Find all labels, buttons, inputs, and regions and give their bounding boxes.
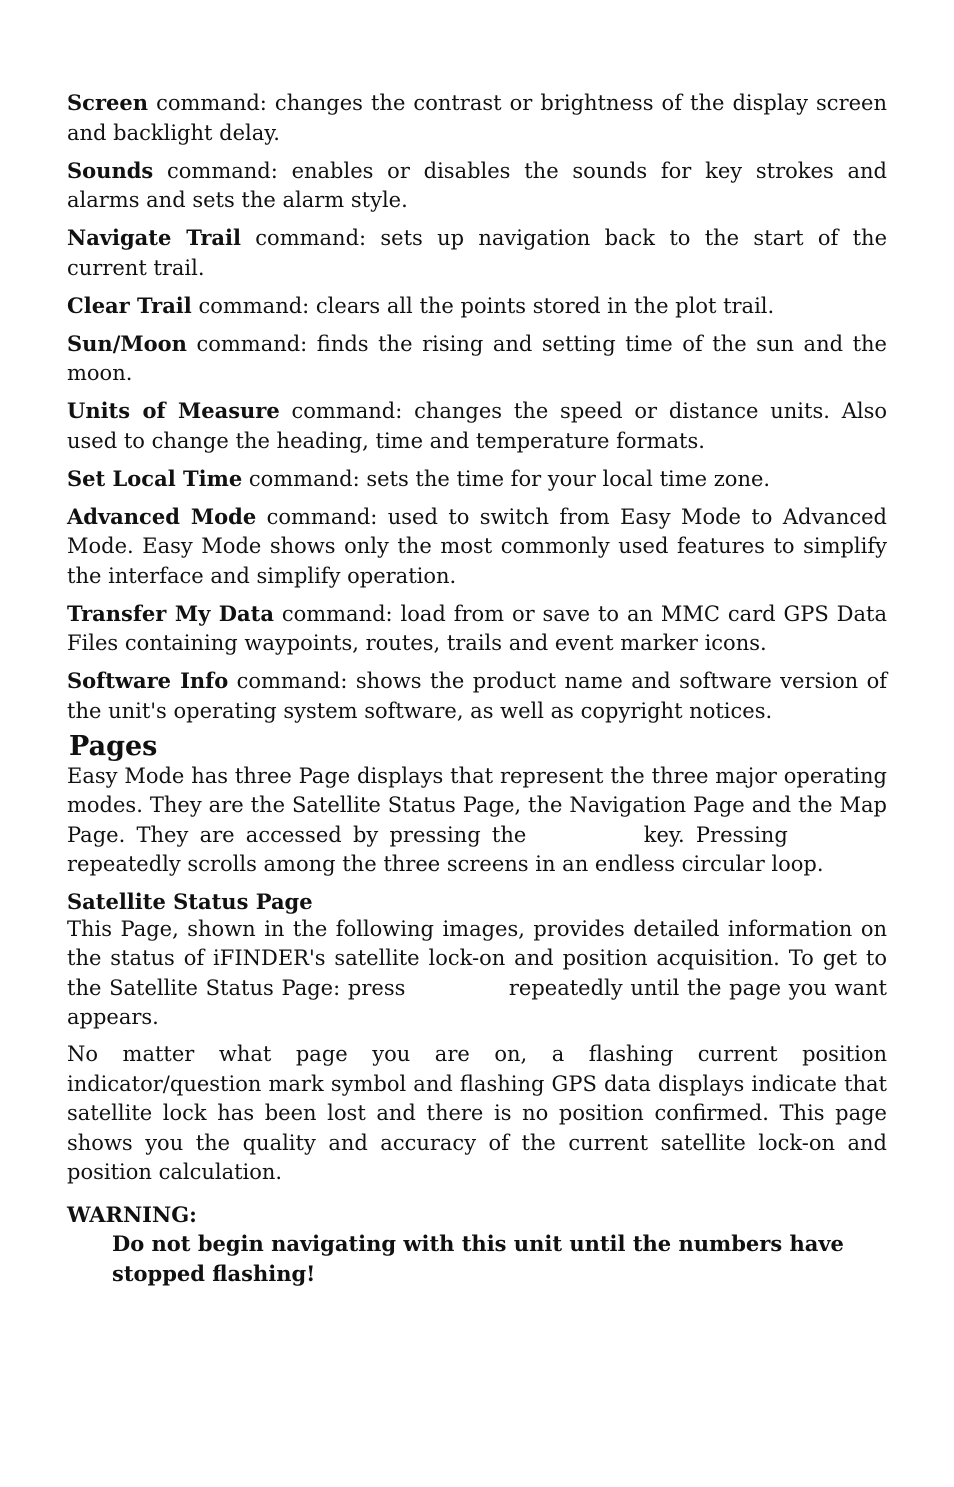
command-name: Sun/Moon <box>67 330 187 356</box>
command-entry-clear-trail <box>67 291 887 322</box>
command-description: command: changes the contrast or brightness of the display screen and backlight delay. <box>67 91 887 145</box>
command-description: command: shows the product name and software version of the unit's operating system software, as well as copyright notices. <box>67 669 887 723</box>
command-description: command: enables or disables the sounds for key strokes and alarms and sets the alarm style. <box>67 158 887 212</box>
command-entry-sun-moon <box>67 329 887 389</box>
satellite-text-2: repeatedly until the page you want appears. <box>67 975 887 1029</box>
satellite-status-paragraph-2: No matter what page you are on, a flashing current position indicator/question mark symbol and flashing GPS data displays indicate that satellite lock has been lost and there is no position confirmed. This page shows you the quality and accuracy of the current satellite lock-on and position calculation. <box>67 1042 887 1184</box>
command-description: command: used to switch from Easy Mode to Advanced Mode. Easy Mode shows only the most commonly used features to simplify the interface and simplify operation. <box>67 504 887 588</box>
command-name: Sounds <box>67 157 154 183</box>
command-name: Screen <box>67 90 149 115</box>
manual-page <box>67 88 887 1288</box>
command-entry-transfer-my-data <box>67 599 887 659</box>
warning-text: Do not begin navigating with this unit until the numbers have stopped flashing! <box>112 1231 844 1286</box>
satellite-status-paragraph-1 <box>67 915 887 1033</box>
command-description: command: sets up navigation back to the start of the current trail. <box>67 226 887 280</box>
satellite-text-1: This Page, shown in the following images, provides detailed information on the status of iFINDER's satellite lock-on and position acquisition. To get to the Satellite Status Page: press <box>67 916 887 1000</box>
pages-intro-text-1: Easy Mode has three Page displays that represent the three major operating modes. They are the Satellite Status Page, the Navigation Page and the Map Page. They are accessed by pressing the <box>67 763 887 847</box>
command-entry-sounds <box>67 156 887 216</box>
warning-label: WARNING: <box>67 1201 197 1227</box>
command-name: Software Info <box>67 668 229 693</box>
command-description: command: clears all the points stored in the plot trail. <box>191 293 775 318</box>
command-name: Set Local Time <box>67 465 243 491</box>
command-name: Clear Trail <box>67 292 192 318</box>
command-entry-screen <box>67 88 887 148</box>
command-name: Advanced Mode <box>67 503 257 529</box>
command-entry-advanced-mode <box>67 502 887 592</box>
command-entry-units-of-measure <box>67 396 887 456</box>
pages-heading: Pages <box>69 730 158 762</box>
command-entry-set-local-time <box>67 464 887 495</box>
pages-intro-paragraph <box>67 762 887 880</box>
command-description: command: sets the time for your local time zone. <box>242 466 771 491</box>
command-name: Units of Measure <box>67 398 280 423</box>
pages-intro-text-3: repeatedly scrolls among the three screens in an endless circular loop. <box>67 852 824 876</box>
satellite-status-heading: Satellite Status Page <box>67 889 313 914</box>
pages-intro-text-2: key. Pressing <box>632 822 800 847</box>
command-entry-navigate-trail <box>67 223 887 283</box>
command-description: command: finds the rising and setting time of the sun and the moon. <box>67 331 887 385</box>
command-name: Navigate Trail <box>67 225 241 250</box>
command-description: command: load from or save to an MMC card GPS Data Files containing waypoints, routes, trails and event marker icons. <box>67 601 887 655</box>
command-description: command: changes the speed or distance units. Also used to change the heading, time and temperature formats. <box>67 399 887 453</box>
command-name: Transfer My Data <box>67 600 274 626</box>
command-entry-software-info <box>67 666 887 726</box>
